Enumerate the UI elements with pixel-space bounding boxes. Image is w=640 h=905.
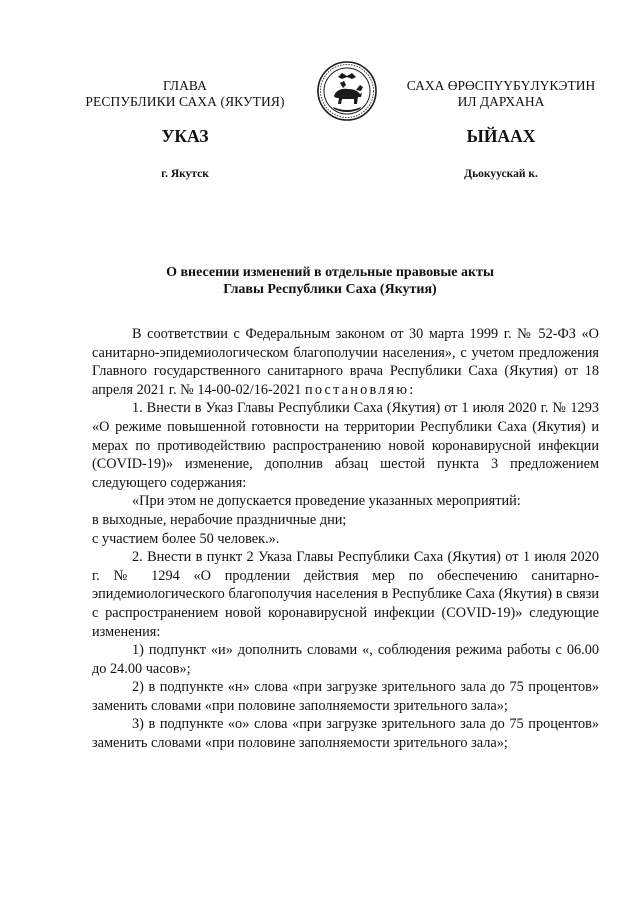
preamble-text: В соответствии с Федеральным законом от 30 марта 1999 г. № 52-ФЗ «О санитарно-эпидемиологическом благополучии населения», с учетом предложения Главного государственного санитарного врача Республики Саха (Якутия) от 18 апреля 2021 г. № 14-00-02/16-2021	[92, 326, 599, 398]
title-line1: О внесении изменений в отдельные правовые акты	[166, 265, 494, 280]
header-left-line1: ГЛАВА	[162, 78, 208, 93]
paragraph-quote-1: «При этом не допускается проведение указанных мероприятий:	[132, 493, 521, 510]
city-sah: Дьокуускай к.	[464, 168, 538, 180]
sakha-coat-of-arms-icon	[316, 60, 378, 122]
header-right-line2: ИЛ ДАРХАНА	[457, 94, 545, 109]
paragraph-quote-2: в выходные, нерабочие праздничные дни;	[92, 511, 347, 528]
preamble-decree-word: постановляю:	[304, 381, 416, 398]
city-ru: г. Якутск	[161, 168, 209, 180]
header-right	[398, 78, 604, 110]
paragraph-item-2: 2. Внести в пункт 2 Указа Главы Республики Саха (Якутия) от 1 июля 2020 г. № 1294 «О продлении действия мер по обеспечению санитарно-эпидемиологического благополучия населения в Республике Саха (Якутия) в связи с распространением новой коронавирусной инфекции (COVID-19)» следующие изменения:	[92, 549, 599, 640]
paragraph-subitem-2: 2) в подпункте «н» слова «при загрузке зрительного зала до 75 процентов» заменить словами «при половине заполняемости зрительного зала»;	[92, 679, 599, 714]
paragraph-quote-3: с участием более 50 человек.».	[92, 530, 280, 547]
title-line2: Главы Республики Саха (Якутия)	[223, 282, 437, 297]
header-left	[80, 78, 290, 110]
document-title	[60, 264, 600, 298]
paragraph-item-1: 1. Внести в Указ Главы Республики Саха (Якутия) от 1 июля 2020 г. № 1293 «О режиме повышенной готовности на территории Республики Саха (Якутия) и мерах по противодействию распространению новой коронавирусной инфекции (COVID-19)» изменение, дополнив абзац шестой пункта 3 предложением следующего содержания:	[92, 400, 599, 491]
document-body	[92, 325, 599, 753]
paragraph-subitem-1: 1) подпункт «и» дополнить словами «, соблюдения режима работы с 06.00 до 24.00 часов»;	[92, 642, 599, 677]
doc-type-ru: УКАЗ	[161, 126, 209, 146]
paragraph-subitem-3: 3) в подпункте «о» слова «при загрузке зрительного зала до 75 процентов» заменить словами «при половине заполняемости зрительного зала»;	[92, 716, 599, 752]
header-left-line2: РЕСПУБЛИКИ САХА (ЯКУТИЯ)	[85, 94, 285, 109]
doc-type-sah: ЫЙААХ	[466, 126, 536, 146]
header-right-line1: САХА ӨРӨСПҮҮБҮЛҮКЭТИН	[406, 78, 596, 93]
paragraph-preamble	[92, 325, 599, 399]
